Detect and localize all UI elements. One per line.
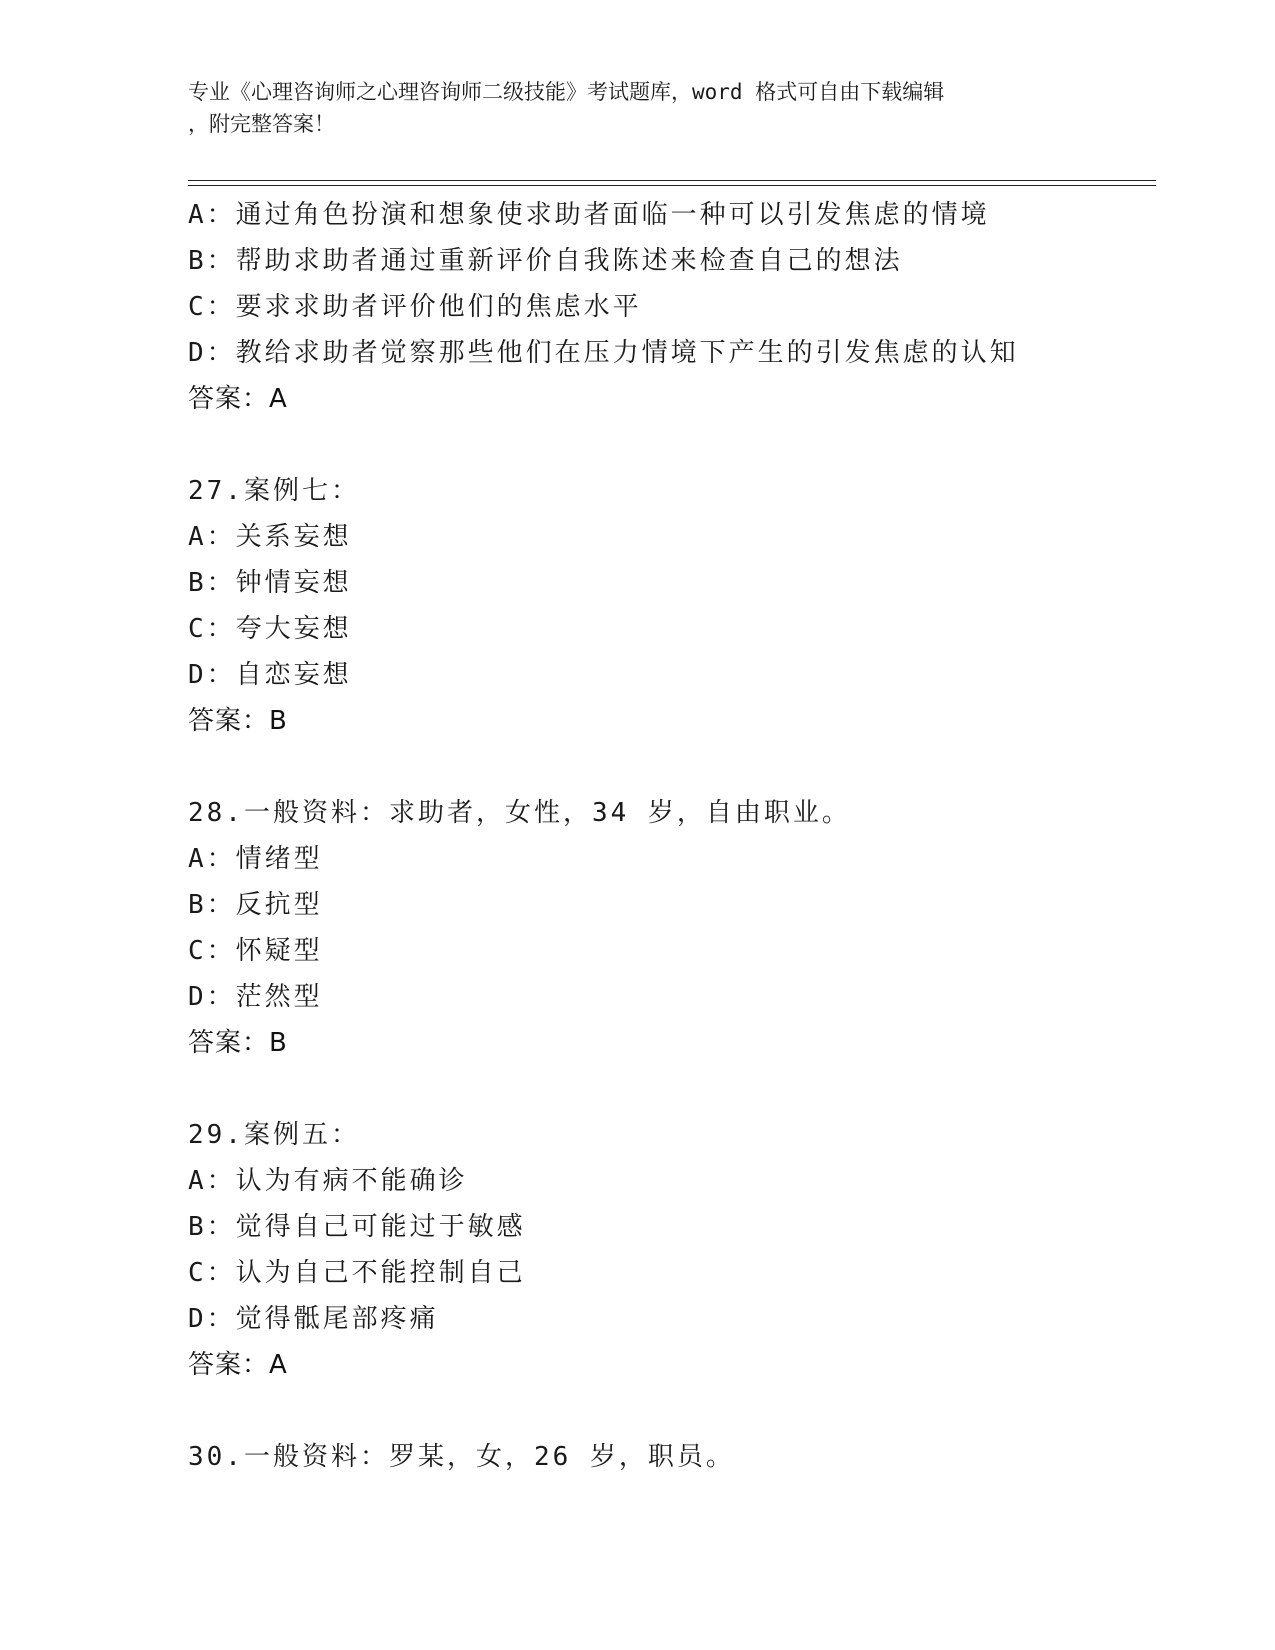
header-line-1: 专业《心理咨询师之心理咨询师二级技能》考试题库，word 格式可自由下载编辑: [188, 80, 945, 104]
option-b: B：反抗型: [188, 890, 323, 920]
question-list: [188, 192, 1148, 1480]
spacer: [188, 422, 1148, 468]
header-line-2: ，附完整答案！: [188, 112, 335, 136]
question-26-continued: [188, 192, 1148, 422]
option-a: A：情绪型: [188, 844, 323, 874]
answer: 答案：B: [188, 1028, 288, 1058]
question-30: [188, 1434, 1148, 1480]
spacer: [188, 1388, 1148, 1434]
option-d: D：觉得骶尾部疼痛: [188, 1304, 439, 1334]
option-b: B：钟情妄想: [188, 568, 352, 598]
option-c: C：怀疑型: [188, 936, 323, 966]
option-a: A：通过角色扮演和想象使求助者面临一种可以引发焦虑的情境: [188, 200, 990, 230]
option-a: A：认为有病不能确诊: [188, 1166, 468, 1196]
option-d: D：自恋妄想: [188, 660, 352, 690]
spacer: [188, 1066, 1148, 1112]
question-stem: 27.案例七：: [188, 476, 360, 506]
option-a: A：关系妄想: [188, 522, 352, 552]
option-b: B：帮助求助者通过重新评价自我陈述来检查自己的想法: [188, 246, 903, 276]
option-c: C：夸大妄想: [188, 614, 352, 644]
answer: 答案：A: [188, 384, 288, 414]
question-stem: 30.一般资料：罗某，女，26 岁，职员。: [188, 1442, 735, 1472]
question-stem: 28.一般资料：求助者，女性，34 岁，自由职业。: [188, 798, 851, 828]
header-divider-top: [188, 180, 1156, 181]
answer: 答案：A: [188, 1350, 288, 1380]
question-27: [188, 468, 1148, 744]
answer: 答案：B: [188, 706, 288, 736]
question-28: [188, 790, 1148, 1066]
option-d: D：茫然型: [188, 982, 323, 1012]
option-c: C：认为自己不能控制自己: [188, 1258, 526, 1288]
header-divider-bottom: [188, 185, 1156, 186]
option-d: D：教给求助者觉察那些他们在压力情境下产生的引发焦虑的认知: [188, 338, 1019, 368]
spacer: [188, 744, 1148, 790]
question-29: [188, 1112, 1148, 1388]
question-stem: 29.案例五：: [188, 1120, 360, 1150]
option-b: B：觉得自己可能过于敏感: [188, 1212, 526, 1242]
option-c: C：要求求助者评价他们的焦虑水平: [188, 292, 642, 322]
document-header: [188, 76, 1088, 140]
